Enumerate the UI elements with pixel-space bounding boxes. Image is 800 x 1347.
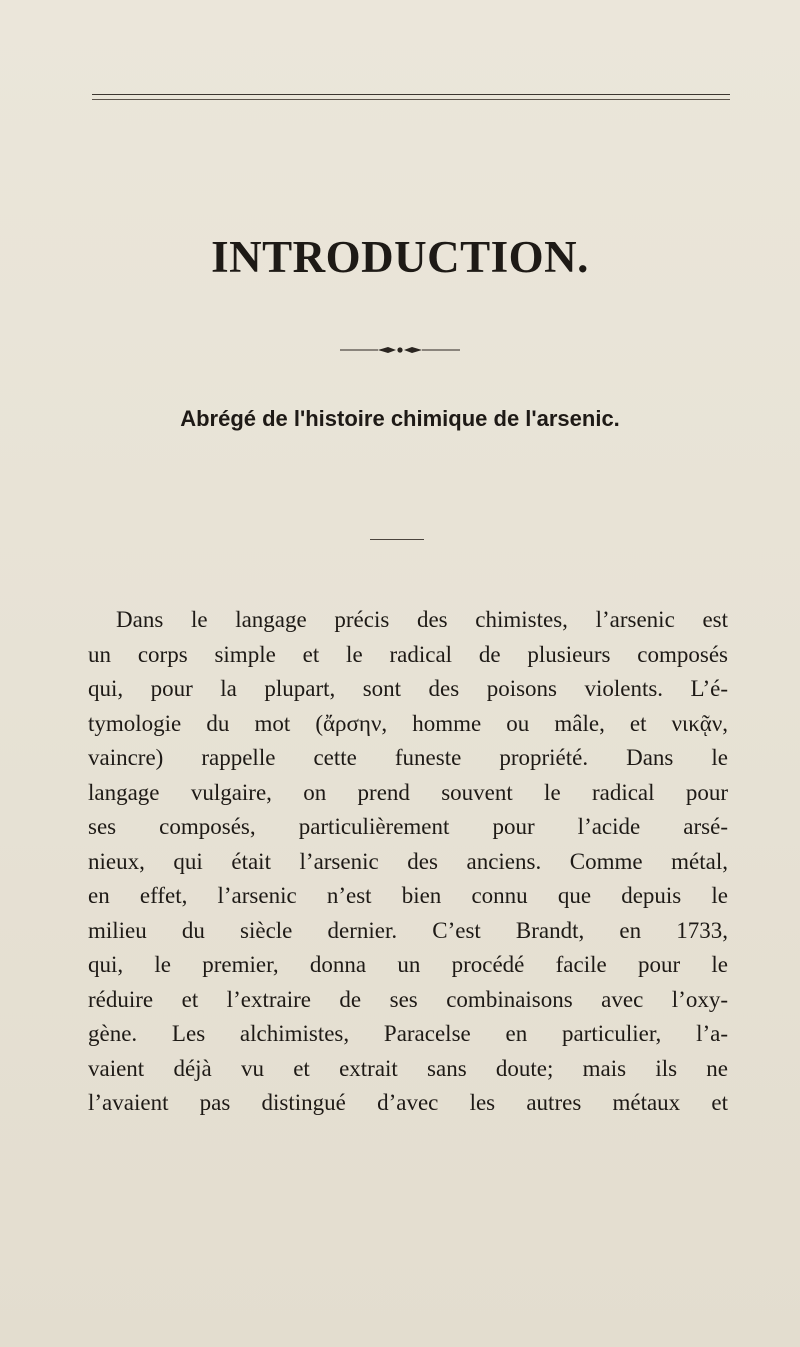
text-line: vaient déjà vu et extrait sans doute; mais ils ne (88, 1055, 728, 1081)
short-rule (370, 539, 424, 540)
text-line: Dans le langage précis des chimistes, l’arsenic est (116, 607, 728, 632)
chapter-heading: INTRODUCTION. (211, 232, 589, 282)
text-line: milieu du siècle dernier. C’est Brandt, en 1733, (88, 917, 728, 943)
body-paragraph (88, 603, 728, 1121)
text-line: en effet, l’arsenic n’est bien connu que depuis le (88, 883, 728, 908)
text-line: tymologie du mot (ἄρσην, homme ou mâle, et νικᾷν, (88, 710, 728, 736)
text-line: vaincre) rappelle cette funeste propriété. Dans le (88, 745, 728, 770)
text-line: qui, pour la plupart, sont des poisons violents. L’é- (88, 676, 728, 701)
text-line: ses composés, particulièrement pour l’acide arsé- (88, 814, 728, 839)
ornament-divider (340, 345, 460, 355)
top-rule-secondary (92, 99, 730, 100)
text-line: réduire et l’extraire de ses combinaisons avec l’oxy- (88, 986, 728, 1012)
text-line: langage vulgaire, on prend souvent le radical pour (88, 779, 728, 805)
text-line: nieux, qui était l’arsenic des anciens. Comme métal, (88, 848, 728, 874)
text-line: gène. Les alchimistes, Paracelse en particulier, l’a- (88, 1021, 728, 1046)
text-line: un corps simple et le radical de plusieurs composés (88, 641, 728, 667)
text-line: qui, le premier, donna un procédé facile pour le (88, 952, 728, 977)
section-subtitle: Abrégé de l'histoire chimique de l'arsenic. (180, 406, 620, 431)
top-rule (92, 94, 730, 95)
text-line: l’avaient pas distingué d’avec les autres métaux et (88, 1090, 728, 1115)
